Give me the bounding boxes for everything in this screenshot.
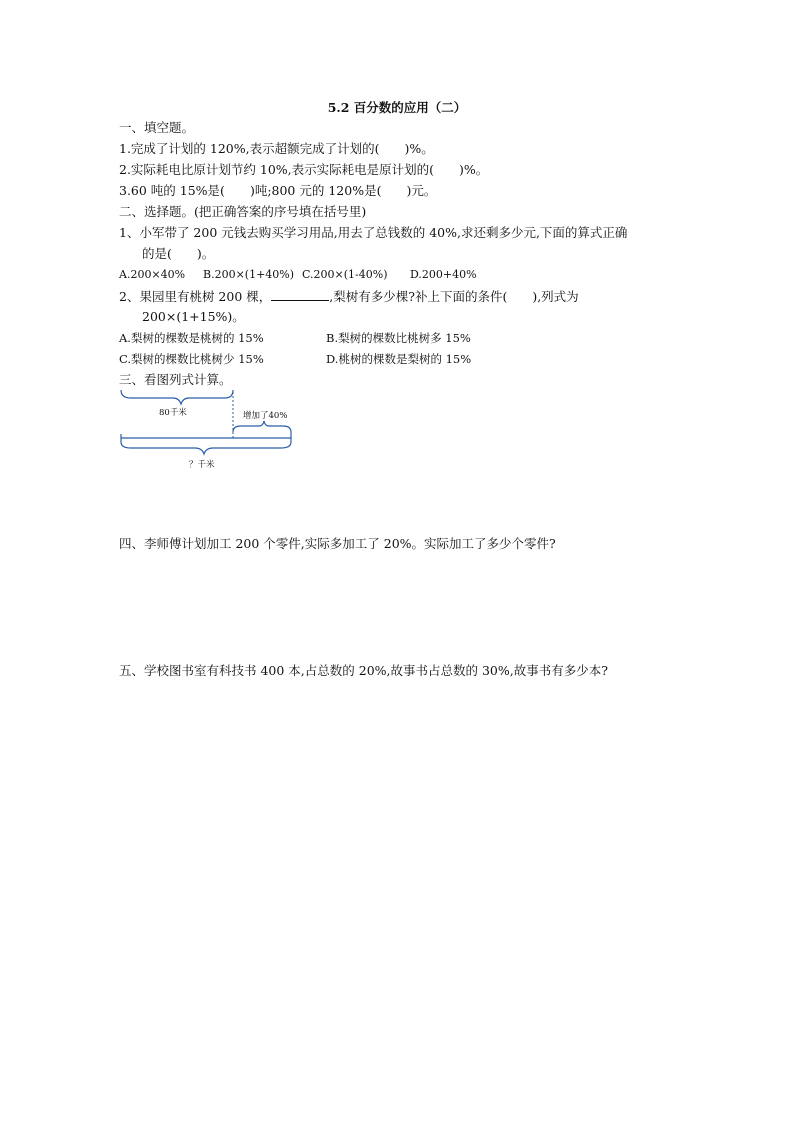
page-title: 5.2 百分数的应用（二） — [327, 100, 467, 115]
bottom-label: ？千米 — [189, 460, 215, 470]
choice-question-2-line1 — [119, 288, 579, 305]
increase-brace — [233, 421, 291, 432]
fill-question-1: 1.完成了计划的 120%,表示超额完成了计划的( )%。 — [119, 141, 434, 156]
choice-question-1-line2: 的是( )。 — [142, 246, 215, 261]
choice-question-2-line2: 200×(1+15%)。 — [142, 309, 245, 324]
choice-question-2-part2: ,梨树有多少棵?补上下面的条件( ),列式为 — [329, 289, 579, 304]
option-b: B.200×(1+40%) — [203, 268, 295, 281]
top-brace — [121, 390, 233, 404]
choice-question-1-line1: 1、小军带了 200 元钱去购买学习用品,用去了总钱数的 40%,求还剩多少元,下面的算式正确 — [119, 225, 628, 240]
choice-question-2-part1: 2、果园里有桃树 200 棵， — [119, 289, 272, 304]
choice-question-2-options-row2 — [119, 351, 471, 367]
option-d: D.200+40% — [410, 268, 477, 281]
answer-blank — [271, 288, 329, 301]
option-a: A.200×40% — [119, 268, 186, 281]
fill-question-3: 3.60 吨的 15%是( )吨;800 元的 120%是( )元。 — [119, 183, 437, 198]
choice-question-2-options-row1 — [119, 330, 471, 346]
option-d: D.桃树的棵数是梨树的 15% — [326, 352, 472, 366]
option-a: A.梨树的棵数是桃树的 15% — [119, 331, 264, 345]
option-b: B.梨树的棵数比桃树多 15% — [326, 331, 471, 345]
section5-question: 五、学校图书室有科技书 400 本,占总数的 20%,故事书占总数的 30%,故事书有多少本? — [119, 663, 608, 678]
choice-question-1-options — [119, 267, 477, 283]
section4-question: 四、李师傅计划加工 200 个零件,实际多加工了 20%。实际加工了多少个零件? — [119, 536, 556, 551]
increase-label: 增加了40% — [243, 411, 288, 421]
bottom-brace — [121, 442, 291, 454]
option-c: C.梨树的棵数比桃树少 15% — [119, 352, 264, 366]
distance-diagram — [115, 388, 300, 478]
section3-heading: 三、看图列式计算。 — [119, 372, 232, 387]
section2-heading: 二、选择题。(把正确答案的序号填在括号里) — [119, 204, 367, 219]
option-c: C.200×(1-40%) — [302, 268, 388, 281]
fill-question-2: 2.实际耗电比原计划节约 10%,表示实际耗电是原计划的( )%。 — [119, 162, 489, 177]
section1-heading: 一、填空题。 — [119, 120, 195, 135]
top-label: 80千米 — [159, 408, 187, 418]
